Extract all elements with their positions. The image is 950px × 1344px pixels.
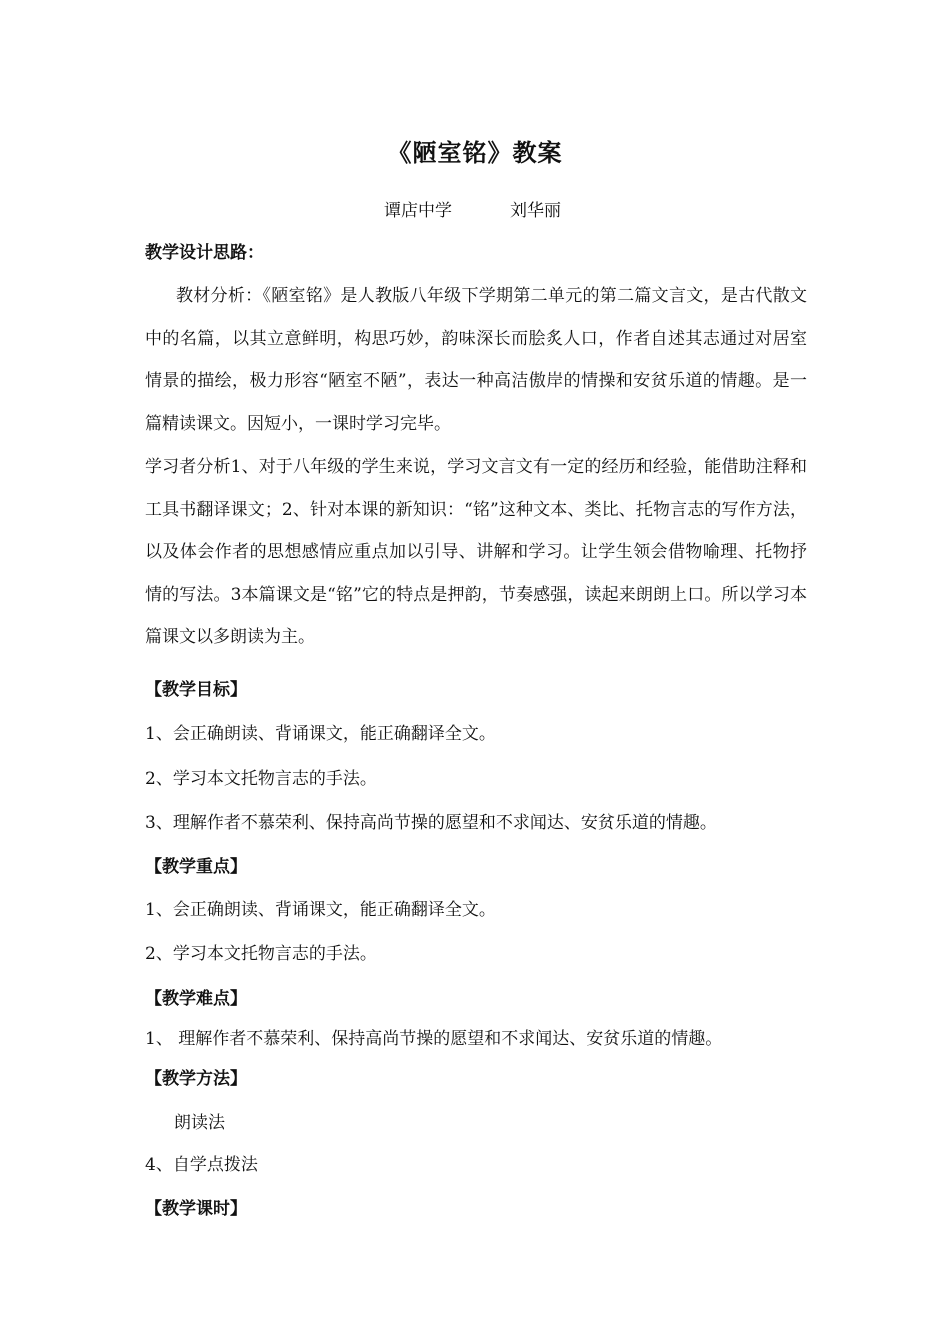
methods-heading: 【教学方法】 — [145, 1069, 247, 1089]
byline — [384, 196, 561, 221]
key-points-heading: 【教学重点】 — [145, 857, 247, 877]
learner-analysis-paragraph: 学习者分析1、对于八年级的学生来说，学习文言文有一定的经历和经验，能借助注释和工具书翻译课文；2、针对本课的新知识：“铭”这种文本、类比、托物言志的写作方法，以及体会作者的思想感情应重点加以引导、讲解和学习。让学生领会借物喻理、托物抒情的写法。3本篇课文是“铭”它的特点是押韵，节奏感强，读起来朗朗上口。所以学习本篇课文以多朗读为主。 — [145, 457, 807, 647]
method-item: 4、自学点拨法 — [145, 1155, 258, 1175]
period-heading: 【教学课时】 — [145, 1199, 247, 1219]
method-item: 朗读法 — [174, 1113, 225, 1133]
difficult-point-item: 1、 理解作者不慕荣利、保持高尚节操的愿望和不求闻达、安贫乐道的情趣。 — [145, 1029, 723, 1049]
key-point-item: 1、会正确朗读、背诵课文，能正确翻译全文。 — [145, 900, 496, 920]
material-analysis-paragraph: 教材分析：《陋室铭》是人教版八年级下学期第二单元的第二篇文言文，是古代散文中的名篇，以其立意鲜明，构思巧妙，韵味深长而脍炙人口，作者自述其志通过对居室情景的描绘，极力形容“陋室不陋”，表达一种高洁傲岸的情操和安贫乐道的情趣。是一篇精读课文。因短小，一课时学习完毕。 — [145, 286, 807, 434]
goal-item: 2、学习本文托物言志的手法。 — [145, 769, 377, 789]
author-name: 刘华丽 — [510, 201, 561, 221]
goal-item: 3、理解作者不慕荣利、保持高尚节操的愿望和不求闻达、安贫乐道的情趣。 — [145, 813, 717, 833]
design-heading: 教学设计思路： — [145, 243, 264, 263]
goal-item: 1、会正确朗读、背诵课文，能正确翻译全文。 — [145, 724, 496, 744]
key-point-item: 2、学习本文托物言志的手法。 — [145, 944, 377, 964]
document-title: 《陋室铭》教案 — [387, 139, 563, 167]
goals-heading: 【教学目标】 — [145, 680, 247, 700]
difficult-points-heading: 【教学难点】 — [145, 989, 247, 1009]
school-name: 谭店中学 — [384, 201, 452, 221]
